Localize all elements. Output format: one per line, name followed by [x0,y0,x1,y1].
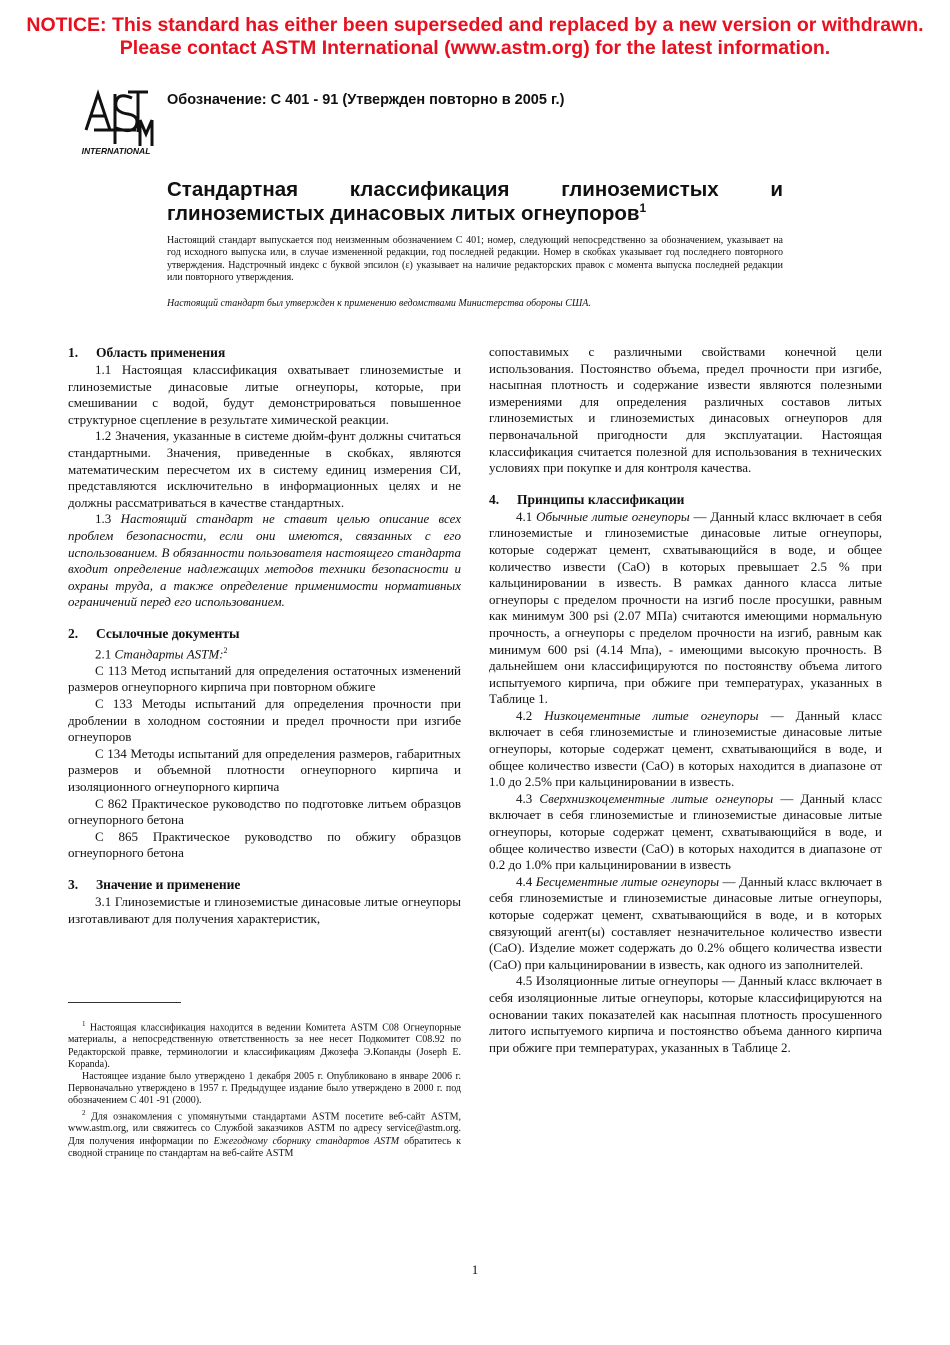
notice-banner [0,14,950,60]
footnotes [68,1018,461,1160]
title-line-1: Стандартная классификация глиноземистых и [167,178,783,201]
footnote-1: $^1$ Настоящая классификация находится в ведении Комитета ASTM С08 Огнеупорные материалы, а непосредственную ответственность за нее несет Подкомитет С08.92 по Редакторской правке, терминологии и классификациям Джозефа Э.Копанды (Joseph E. Kopanda). [68,1020,461,1070]
right-column [489,344,882,1056]
para-4-4: 4.4 Бесцементные литые огнеупоры — Данный класс включает в себя глиноземистые и глиноземистые динасовые литые огнеупоры, которые содержат цемент, схватывающийся в воде, и в которых связующий агент(ы) составляет незначительное количество извести (СаО). Изделие может содержать до 0.2% общего количества извести (СаО) при кальцинировании в известь, как одного из заполнителей. [489,873,883,972]
left-column [68,344,461,927]
reference-item: С 862 Практическое руководство по подготовке литьем образцов огнеупорного бетона [68,795,461,828]
footnote-divider [68,1002,181,1003]
title-footnote-ref[interactable]: 1 [639,201,647,215]
approval-note: Настоящий стандарт был утвержден к применению ведомствами Министерства обороны США. [167,298,591,309]
para-1-1: 1.1 Настоящая классификация охватывает глиноземистые и глиноземистые динасовые литые огнеупоры, которые, при смешивании с водой, будут демонстрироваться повышенное структурное сцепление в результате химической реакции. [68,362,461,427]
notice-line-2: Please contact ASTM International (www.astm.org) for the latest information. [119,37,831,59]
title-line-2: глиноземистых динасовых литых огнеупоров [167,202,640,225]
para-1-2: 1.2 Значения, указанные в системе дюйм-фунт должны считаться стандартными. Значения, приведенные в скобках, являются математическим пересчетом их в систему единиц измерения СИ, представляются исключительно в информационных целях и не должны рассматриваться в качестве стандартных. [68,428,461,510]
para-4-3: 4.3 Сверхнизкоцементные литые огнеупоры — Данный класс включает в себя глиноземистые и глиноземистые динасовые литые огнеупоры, которые содержат цемент, схватывающийся в воде, и общее количество извести (СаО) в которых находится в диапазоне от 0.2 до 1.0% при кальцинировании в известь [489,790,883,873]
footnote-1-edition: Настоящее издание было утверждено 1 декабря 2005 г. Опубликовано в январе 2006 г. Первоначально утверждено в 1957 г. Предыдущее издание было утверждено в 2000 г. под обозначением С 401 -91 (2000). [68,1070,461,1106]
section-2-heading: 2. Ссылочные документы [68,625,240,641]
astm-logo [76,86,156,156]
notice-line-1: NOTICE: This standard has either been superseded and replaced by a new version or withdrawn. [26,14,924,36]
section-3-heading: 3. Значение и применение [68,876,241,892]
reference-item: С 113 Метод испытаний для определения остаточных изменений размеров огнеупорного кирпича при повторном обжиге [68,662,461,695]
page-number: 1 [471,1262,479,1277]
section-4-heading: 4. Принципы классификации [489,491,685,507]
reference-item: С 865 Практическое руководство по обжигу образцов огнеупорного бетона [68,828,461,861]
para-1-3: 1.3 Настоящий стандарт не ставит целью описание всех проблем безопасности, если они имеются, связанных с его использованием. В обязанности пользователя настоящего стандарта входит определение надлежащих методов техники безопасности и охраны труда, а также определение применимости нормативных ограничений перед его использованием. [68,511,461,610]
footnote-2: $^2$ Для ознакомления с упомянутыми стандартами ASTM посетите веб-сайт ASTM, www.astm.org, или свяжитесь со Службой заказчиков ASTM по адресу service@astm.org. Для получения информации по Ежегодному сборнику стандартов ASTM обратитесь к сводной странице по стандартам на веб-сайте ASTM [68,1108,462,1159]
para-4-2: 4.2 Низкоцементные литые огнеупоры — Данный класс включает в себя глиноземистые и глиноземистые динасовые литые огнеупоры, которые содержат цемент, схватывающийся в воде, и общее количество извести (СаО) в которых находится в диапазоне от 1.0 до 2.5% при кальцинировании в известь. [489,707,883,790]
section-1-heading: 1. Область применения [68,345,226,360]
reference-item: С 133 Методы испытаний для определения прочности при дроблении в холодном состоянии и предел прочности при изгибе огнеупоров [68,696,461,745]
para-3-1: 3.1 Глиноземистые и глиноземистые динасовые литые огнеупоры изготавливают для получения характеристик, [68,893,461,926]
para-4-1: 4.1 Обычные литые огнеупоры — Данный класс включает в себя глиноземистые и глиноземистые динасовые литые огнеупоры, которые содержат цемент, схватывающийся в воде, и общее количество извести (СаО) в которых превышает 2.5 % при кальцинировании в известь. В рамках данного класса литые огнеупоры с пределом прочности на изгиб после просушки, равным как минимум 300 psi (2.07 МПа) считаются имеющими нормальную прочность, а огнеупоры с пределом прочности на изгиб, равным как минимум 600 psi (4.14 Мпа), - имеющими высокую прочность. В дальнейшем они классифицируются по постоянству объема литого испытуемого кирпича, при обжиге при температурах, указанных в Таблице 1. [489,508,883,707]
document-title [167,178,783,226]
logo-label: INTERNATIONAL [81,146,151,156]
para-3-1-continued: сопоставимых с различными свойствами конечной цели использования. Постоянство объема, предел прочности при изгибе, насыпная плотность и содержание извести являются полезными измерениями для определения различных составов литых глиноземистых и глиноземистых динасовых огнеупоров для первоначальной пригодности для эксплуатации. Настоящая классификация считается полезной для использования в технических условиях при покупке и для контроля качества. [489,344,882,476]
designation: Обозначение: С 401 - 91 (Утвержден повторно в 2005 г.) [167,92,565,108]
para-4-5: 4.5 Изоляционные литые огнеупоры — Данный класс включает в себя изоляционные литые огнеупоры, которые классифицируются на основании таких показателей как насыпная плотность просушенного литого испытуемого кирпича и постоянство объема данного кирпича при обжиге при температурах, указанных в Таблице 2. [489,973,883,1055]
reference-item: С 134 Методы испытаний для определения размеров, габаритных размеров и объемной плотности огнеупорного кирпича и изоляционного огнеупорного кирпича [68,745,461,794]
intro-note: Настоящий стандарт выпускается под неизменным обозначением С 401; номер, следующий непосредственно за обозначением, указывает на год исходного выпуска или, в случае измененной редакции, год последней редакции. Номер в скобках указывает год последнего повторного утверждения. Надстрочный индекс с буквой эпсилон (ε) указывает на наличие редакторских правок с момента выпуска последней редакции или повторного утверждения. [167,235,783,283]
para-2-1: 2.1 Стандарты ASTM:$^2$ [95,645,228,662]
